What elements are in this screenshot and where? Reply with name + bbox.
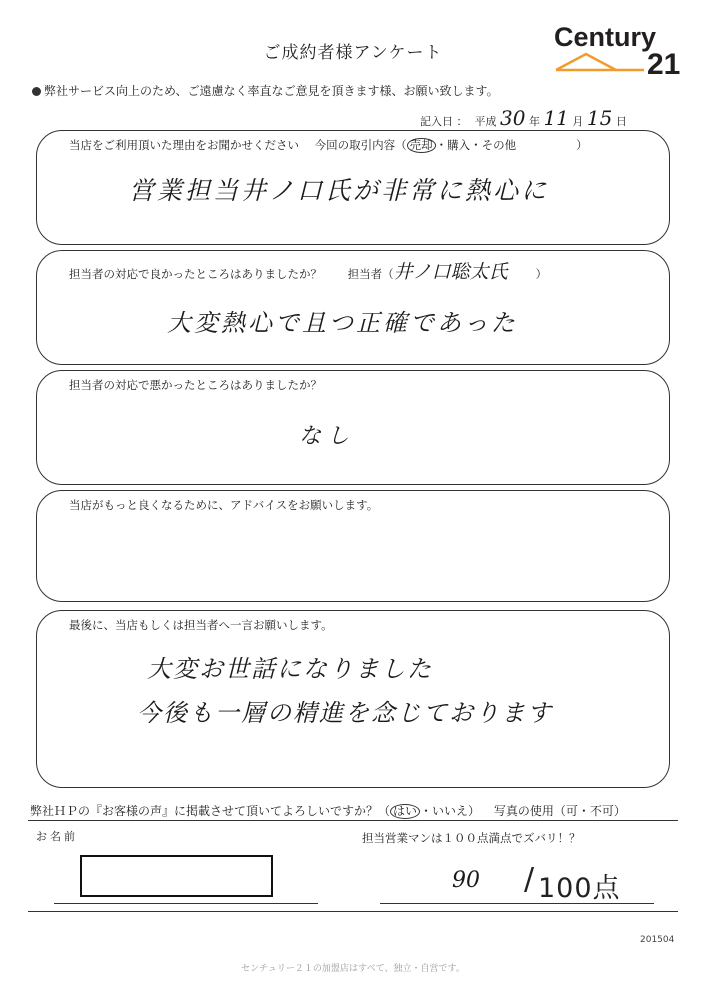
score-label: 担当営業マンは１００点満点でズバリ！？ bbox=[362, 831, 581, 845]
date-day: 15 bbox=[586, 106, 613, 130]
footer-note: センチュリー２１の加盟店はすべて、独立・自営です。 bbox=[241, 964, 465, 974]
consent-yes-circled: はい bbox=[390, 804, 420, 819]
question-box-bad bbox=[36, 370, 670, 485]
century21-logo bbox=[552, 18, 682, 78]
svg-text:21: 21 bbox=[647, 48, 681, 78]
month-unit: 月 bbox=[572, 115, 584, 128]
bullet-icon bbox=[32, 87, 41, 96]
staff-close: ） bbox=[535, 267, 548, 281]
option-other: その他 bbox=[481, 138, 517, 152]
logo-graphic bbox=[552, 18, 682, 78]
question-good-label: 担当者の対応で良かったところはありましたか？ bbox=[69, 267, 322, 281]
option-separator: ・ bbox=[435, 138, 448, 152]
intro-label: 弊社サービス向上のため、ご遠慮なく率直なご意見を頂きます様、お願い致します。 bbox=[44, 84, 499, 98]
question-box-advice bbox=[36, 490, 670, 602]
svg-text:Century: Century bbox=[554, 22, 657, 52]
name-underline bbox=[54, 903, 318, 904]
date-month: 11 bbox=[543, 106, 569, 130]
intro-text bbox=[32, 82, 499, 99]
answer-message-line1: 大変お世話になりました bbox=[147, 655, 433, 683]
date-year: 30 bbox=[500, 106, 526, 130]
date-line: 記入日 ： 平成 30 年 11 月 15 日 bbox=[420, 106, 627, 130]
staff-label: 担当者（ bbox=[347, 267, 394, 281]
question-message-label: 最後に、当店もしくは担当者へ一言お願いします。 bbox=[69, 618, 333, 632]
score-value: 90 bbox=[452, 868, 480, 893]
option-buy: 購入 bbox=[447, 138, 471, 152]
publish-consent bbox=[30, 802, 626, 819]
question-advice-label: 当店がもっと良くなるために、アドバイスをお願いします。 bbox=[69, 498, 379, 512]
day-unit: 日 bbox=[615, 115, 627, 128]
form-number: 201504 bbox=[640, 935, 675, 945]
question-box-reason bbox=[36, 130, 670, 245]
transaction-label: 今回の取引内容（ bbox=[314, 138, 407, 152]
option-separator: ・ bbox=[470, 138, 482, 152]
answer-good: 大変熱心で且つ正確であった bbox=[167, 309, 518, 337]
date-era: 平成 bbox=[474, 115, 497, 128]
photo-usage: 写真の使用（可・不可） bbox=[493, 804, 626, 818]
page-title: ご成約者様アンケート bbox=[263, 43, 443, 63]
question-box-message bbox=[36, 610, 670, 788]
consent-no: ・いいえ） bbox=[420, 804, 481, 818]
answer-reason: 営業担当井ノ口氏が非常に熱心に bbox=[129, 176, 550, 205]
redacted-name-box bbox=[80, 855, 273, 897]
option-sell-circled: 売却 bbox=[407, 138, 436, 153]
question-bad-label: 担当者の対応で悪かったところはありましたか？ bbox=[69, 378, 322, 392]
question-reason-label: 当店をご利用頂いた理由をお聞かせください bbox=[69, 138, 299, 152]
answer-message-line2: 今後も一層の精進を念じております bbox=[137, 699, 553, 727]
question-reason bbox=[69, 137, 588, 153]
transaction-close: ） bbox=[576, 138, 588, 152]
score-max: 100点 bbox=[538, 873, 621, 904]
staff-name: 井ノ口聡太氏 bbox=[393, 261, 508, 283]
score-underline bbox=[380, 903, 654, 904]
name-label: お名前 bbox=[36, 830, 78, 843]
score-slash: / bbox=[524, 862, 535, 897]
question-box-good bbox=[36, 250, 670, 365]
consent-question: 弊社ＨＰの『お客様の声』に掲載させて頂いてよろしいですか？（ bbox=[30, 804, 391, 818]
question-good bbox=[69, 257, 547, 284]
date-label: 記入日 bbox=[420, 115, 453, 128]
year-unit: 年 bbox=[528, 115, 540, 128]
answer-bad: なし bbox=[299, 424, 356, 449]
